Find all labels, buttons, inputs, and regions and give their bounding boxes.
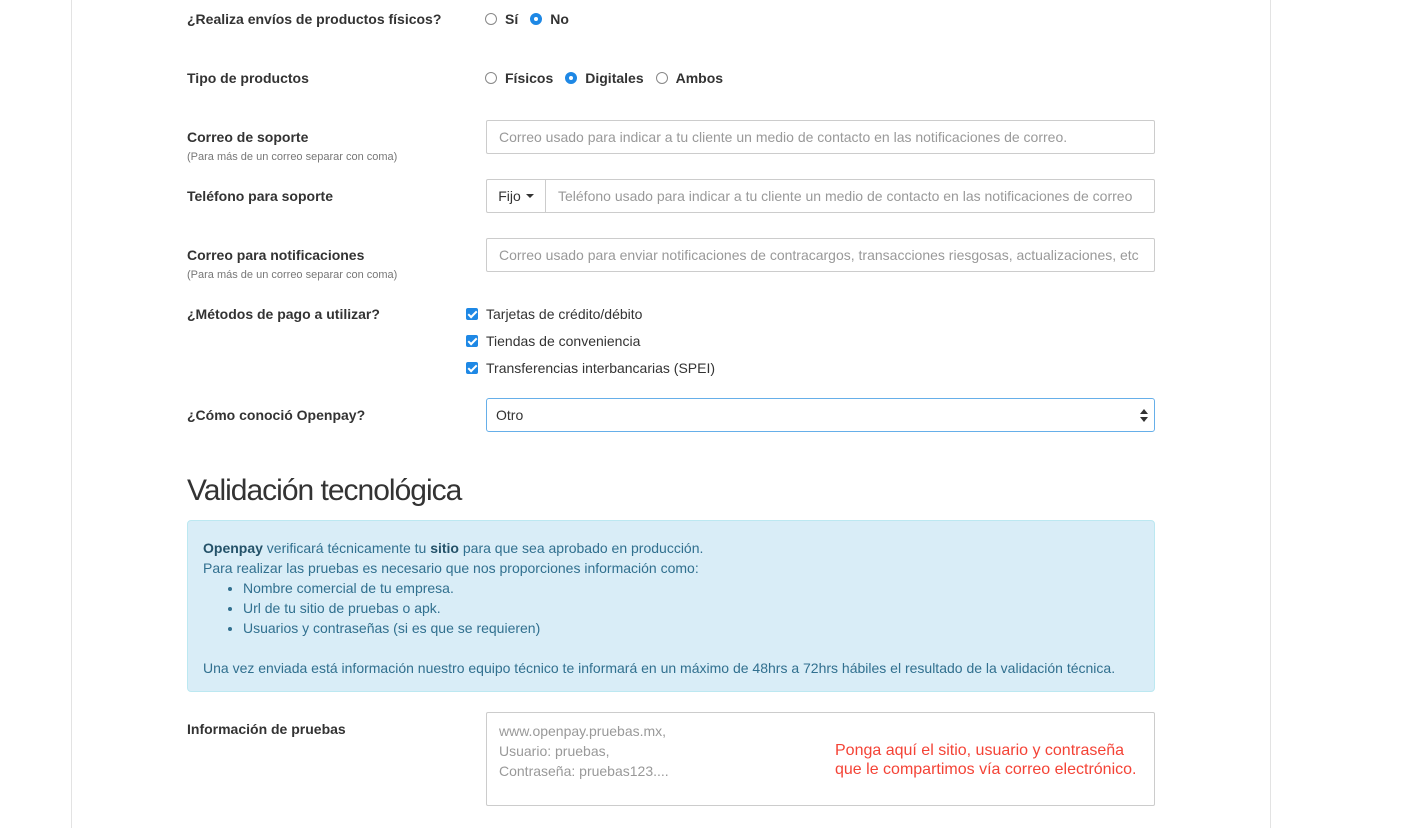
info-line-1	[203, 538, 1139, 558]
info-list	[203, 578, 1139, 638]
shipping-radio-group	[485, 11, 581, 27]
shipping-label: ¿Realiza envíos de productos físicos?	[187, 11, 442, 27]
payment-method-label: Tiendas de conveniencia	[486, 333, 641, 349]
placeholder-line: www.openpay.pruebas.mx,	[499, 723, 667, 739]
caret-down-icon	[526, 194, 534, 198]
checkbox-checked-icon[interactable]	[466, 335, 478, 347]
notif-email-hint: (Para más de un correo separar con coma)	[187, 269, 398, 281]
info-footer: Una vez enviada está información nuestro equipo técnico te informará en un máximo de 48hrs a 72hrs hábiles el resultado de la validación técnica.	[203, 660, 1116, 676]
list-item: • Nombre comercial de tu empresa.	[243, 578, 1139, 598]
payment-method-cards[interactable]	[466, 306, 642, 322]
info-alert	[187, 520, 1155, 692]
brand-name: Openpay	[203, 540, 263, 556]
product-type-option-label: Digitales	[585, 70, 644, 86]
product-type-option-both[interactable]	[656, 70, 723, 86]
payment-method-label: Tarjetas de crédito/débito	[486, 306, 643, 322]
radio-checked-icon[interactable]	[565, 72, 577, 84]
info-text: verificará técnicamente tu	[262, 540, 431, 556]
radio-unchecked-icon[interactable]	[485, 13, 497, 25]
product-type-option-digital[interactable]	[565, 70, 643, 86]
payment-method-label: Transferencias interbancarias (SPEI)	[486, 360, 716, 376]
site-word: sitio	[430, 540, 459, 556]
shipping-option-yes[interactable]	[485, 11, 518, 27]
test-info-label: Información de pruebas	[187, 721, 346, 737]
support-email-label: Correo de soporte	[187, 129, 309, 145]
referral-label: ¿Cómo conoció Openpay?	[187, 407, 366, 423]
support-phone-label: Teléfono para soporte	[187, 188, 333, 204]
referral-select[interactable]	[486, 398, 1155, 432]
support-phone-input[interactable]: Teléfono usado para indicar a tu cliente un medio de contacto en las notificaciones de correo	[546, 179, 1155, 213]
list-item: • Usuarios y contraseñas (si es que se requieren)	[243, 618, 1139, 638]
notif-email-input[interactable]: Correo usado para enviar notificaciones de contracargos, transacciones riesgosas, actualizaciones, etc	[486, 238, 1155, 272]
support-email-hint: (Para más de un correo separar con coma)	[187, 151, 398, 163]
phone-type-dropdown[interactable]	[486, 179, 546, 213]
placeholder-line: Usuario: pruebas,	[499, 743, 610, 759]
shipping-option-label: No	[550, 11, 569, 27]
test-info-note: Ponga aquí el sitio, usuario y contraseña que le compartimos vía correo electrónico.	[835, 742, 1137, 778]
list-item: • Url de tu sitio de pruebas o apk.	[243, 598, 1139, 618]
radio-checked-icon[interactable]	[530, 13, 542, 25]
product-type-option-label: Físicos	[505, 70, 554, 86]
payment-methods-label: ¿Métodos de pago a utilizar?	[187, 306, 380, 322]
placeholder-line: Contraseña: pruebas123....	[499, 763, 669, 779]
select-arrows-icon	[1140, 409, 1148, 423]
product-type-radio-group	[485, 70, 735, 86]
referral-select-value: Otro	[496, 407, 524, 423]
product-type-option-physical[interactable]	[485, 70, 553, 86]
section-title: Validación tecnológica	[187, 474, 462, 507]
product-type-label: Tipo de productos	[187, 70, 309, 86]
payment-method-spei[interactable]	[466, 360, 715, 376]
product-type-option-label: Ambos	[675, 70, 724, 86]
radio-unchecked-icon[interactable]	[656, 72, 668, 84]
payment-method-stores[interactable]	[466, 333, 640, 349]
checkbox-checked-icon[interactable]	[466, 362, 478, 374]
checkbox-checked-icon[interactable]	[466, 308, 478, 320]
support-email-input[interactable]: Correo usado para indicar a tu cliente un medio de contacto en las notificaciones de correo.	[486, 120, 1155, 154]
shipping-option-no[interactable]	[530, 11, 569, 27]
phone-type-value: Fijo	[498, 188, 521, 204]
notif-email-label: Correo para notificaciones	[187, 247, 365, 263]
info-line-2: Para realizar las pruebas es necesario que nos proporciones información como:	[203, 560, 699, 576]
radio-unchecked-icon[interactable]	[485, 72, 497, 84]
support-phone-group	[486, 179, 1155, 213]
shipping-option-label: Sí	[505, 11, 519, 27]
info-text: para que sea aprobado en producción.	[458, 540, 704, 556]
